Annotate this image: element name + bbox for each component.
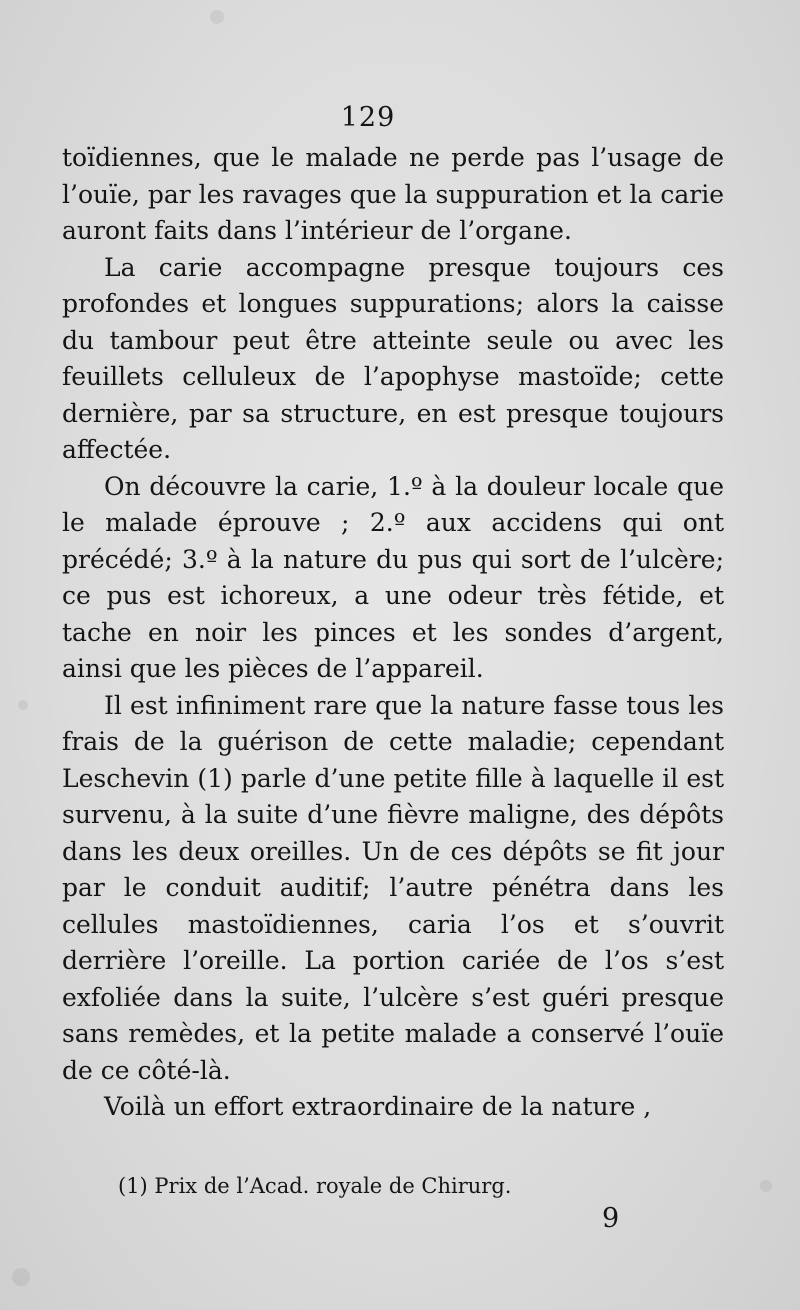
paragraph-continuation: toïdiennes, que le malade ne perde pas l’usage de l’ouïe, par les ravages que la suppuration et la carie auront faits dans l’intérieur de l’organe. xyxy=(62,143,724,245)
body-text xyxy=(62,140,724,1126)
paper-spot xyxy=(210,10,224,24)
page-number: 129 xyxy=(340,102,396,133)
paper-spot xyxy=(12,1268,30,1286)
paper-spot xyxy=(18,700,28,710)
signature-mark: 9 xyxy=(602,1203,620,1234)
paragraph-carie: La carie accompagne presque toujours ces profondes et longues suppurations; alors la caisse du tambour peut être atteinte seule ou avec les feuillets celluleux de l’apophyse mastoïde; cette dernière, par sa structure, en est presque toujours affectée. xyxy=(62,252,724,464)
footnote: (1) Prix de l’Acad. royale de Chirurg. xyxy=(118,1174,512,1198)
paragraph-case-report: Il est infiniment rare que la nature fasse tous les frais de la guérison de cette maladie; cependant Leschevin (1) parle d’une petite fille à laquelle il est survenu, à la suite d’une fièvre maligne, des dépôts dans les deux oreilles. Un de ces dépôts se fit jour par le conduit auditif; l’autre pénétra dans les cellules mastoïdiennes, caria l’os et s’ouvrit derrière l’oreille. La portion cariée de l’os s’est exfoliée dans la suite, l’ulcère s’est guéri presque sans remèdes, et la petite malade a conservé l’ouïe de ce côté-là. xyxy=(62,690,724,1085)
paper-spot xyxy=(760,1180,772,1192)
paragraph-diagnosis: On découvre la carie, 1.º à la douleur locale que le malade éprouve ; 2.º aux accidens qui ont précédé; 3.º à la nature du pus qui sort de l’ulcère; ce pus est ichoreux, a une odeur très fétide, et tache en noir les pinces et les sondes d’argent, ainsi que les pièces de l’appareil. xyxy=(62,471,724,683)
paragraph-closing: Voilà un effort extraordinaire de la nature , xyxy=(104,1092,652,1121)
